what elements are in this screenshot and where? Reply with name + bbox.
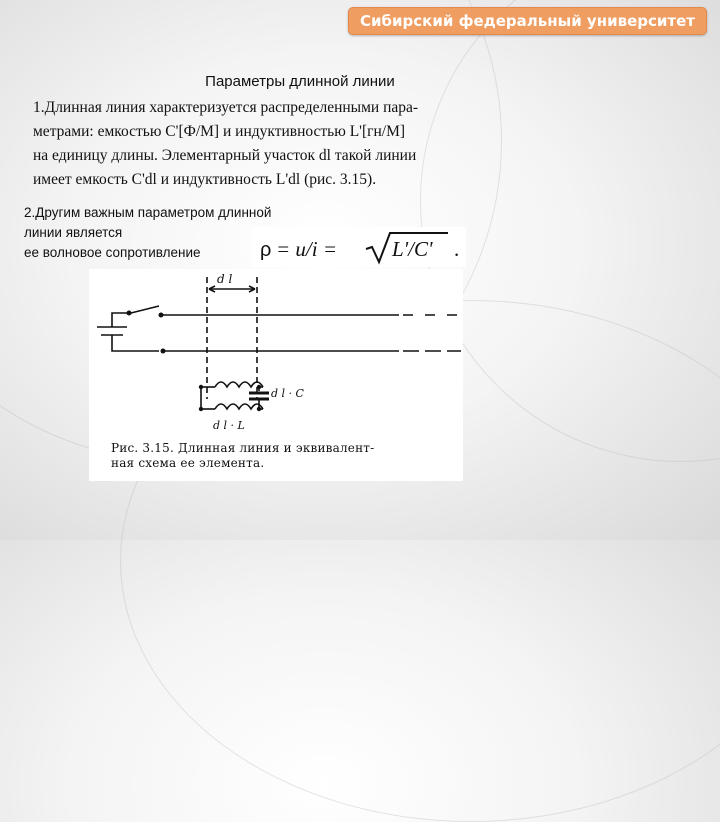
formula-rho: ρ bbox=[260, 239, 272, 261]
slide-title: Параметры длинной линии bbox=[205, 73, 395, 90]
paragraph-2-line: 2.Другим важным параметром длинной bbox=[24, 205, 272, 220]
inductor-lower bbox=[215, 404, 263, 409]
circuit-figure bbox=[89, 269, 463, 481]
paragraph-1-line: на единицу длины. Элементарный участок dl такой линии bbox=[33, 147, 417, 164]
university-badge: Сибирский федеральный университет bbox=[348, 7, 707, 35]
node-dot bbox=[257, 407, 261, 411]
node-dot bbox=[199, 407, 203, 411]
caption-line: Рис. 3.15. Длинная линия и эквивалент- bbox=[111, 441, 375, 455]
inductor-upper bbox=[215, 382, 263, 387]
impedance-formula bbox=[252, 227, 466, 267]
figure-caption bbox=[111, 441, 451, 471]
battery-wire bbox=[112, 335, 159, 351]
dl-label: d l bbox=[217, 272, 233, 286]
switch-blade bbox=[131, 306, 159, 313]
terminal-dot bbox=[127, 311, 132, 316]
caption-line: ная схема ее элемента. bbox=[111, 456, 265, 470]
battery-wire bbox=[112, 313, 129, 327]
paragraph-1 bbox=[33, 96, 493, 192]
formula-ratio: = u/i = bbox=[276, 237, 338, 261]
paragraph-1-line: имеет емкость C'dl и индуктивность L'dl (рис. 3.15). bbox=[33, 171, 377, 188]
node-dot bbox=[199, 385, 203, 389]
formula-graphic bbox=[252, 227, 466, 267]
paragraph-2-line: линии является bbox=[24, 225, 123, 240]
formula-radicand: L'/C' bbox=[392, 237, 433, 261]
paragraph-1-line: 1.Длинная линия характеризуется распределенными пара- bbox=[33, 99, 419, 116]
terminal-dot bbox=[159, 313, 164, 318]
paragraph-1-line: метрами: емкостью С'[Ф/М] и индуктивностью L'[гн/М] bbox=[33, 123, 406, 140]
paragraph-2-line: ее волновое сопротивление bbox=[24, 245, 201, 260]
dlc-label: d l · C bbox=[271, 387, 304, 400]
node-dot bbox=[257, 385, 261, 389]
formula-dot: . bbox=[454, 237, 460, 261]
terminal-dot bbox=[161, 349, 166, 354]
dll-label: d l · L bbox=[213, 419, 245, 432]
